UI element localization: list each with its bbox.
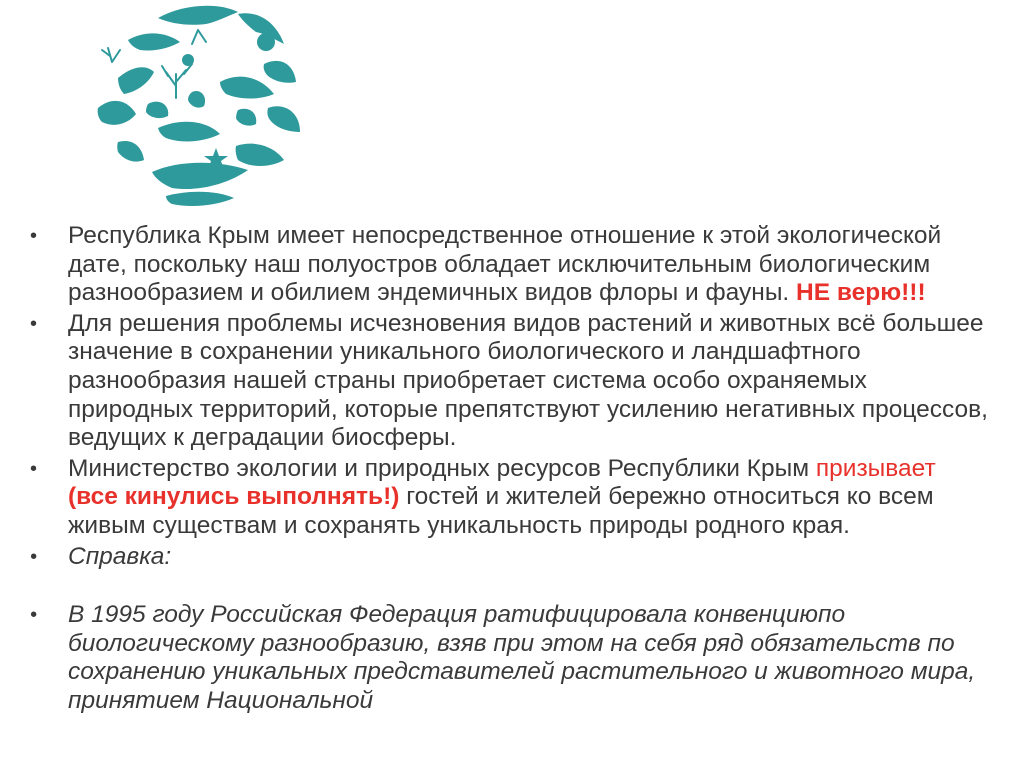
bullet-accent-text: НЕ верю!!!: [796, 279, 926, 307]
bullet-text: Для решения проблемы исчезновения видов растений и животных всё большее значение в сохранении уникального биологического и ландшафтного разнообразия нашей страны приобретает система особо охраняемых природных территорий, которые препятствуют усилению негативных процессов, ведущих к деградации биосферы.: [68, 309, 988, 452]
marine-biodiversity-emblem: [88, 0, 308, 212]
bullet-marker: •: [30, 457, 38, 480]
bullet-marker: •: [30, 225, 38, 247]
bullet-text: гостей и жителей бережно относиться ко всем живым существам и сохранять уникальность природы родного края.: [68, 483, 934, 539]
bullet-text: Республика Крым имеет непосредственное отношение к этой экологической дате, поскольку наш полуостров обладает исключительным биологическим разнообразием и обилием эндемичных видов флоры и фауны.: [68, 222, 942, 307]
bullet-text: Министерство экологии и природных ресурсов Республики Крым: [68, 454, 816, 482]
bullet-item-reference-heading: [30, 543, 990, 572]
bullet-item-1995-convention: [30, 601, 990, 715]
bullet-item-protected-areas: [30, 310, 990, 453]
bullet-text: Справка:: [68, 542, 172, 570]
bullet-list: [30, 222, 990, 716]
bullet-accent-text: (все кинулись выполнять!): [68, 483, 400, 511]
bullet-item-ministry-appeal: [30, 455, 990, 541]
bullet-marker: •: [30, 545, 38, 568]
bullet-marker: •: [30, 312, 38, 335]
bullet-text: В 1995 году Российская Федерация ратифицировала конвенциюпо биологическому разнообразию, взяв при этом на себя ряд обязательств по сохранению уникальных представителей растительного и животного мира, принятием Национальной: [68, 601, 976, 714]
bullet-item-crimea-biodiversity: [30, 222, 990, 308]
bullet-accent-word: призывает: [815, 454, 936, 482]
bullet-marker: •: [30, 604, 38, 627]
